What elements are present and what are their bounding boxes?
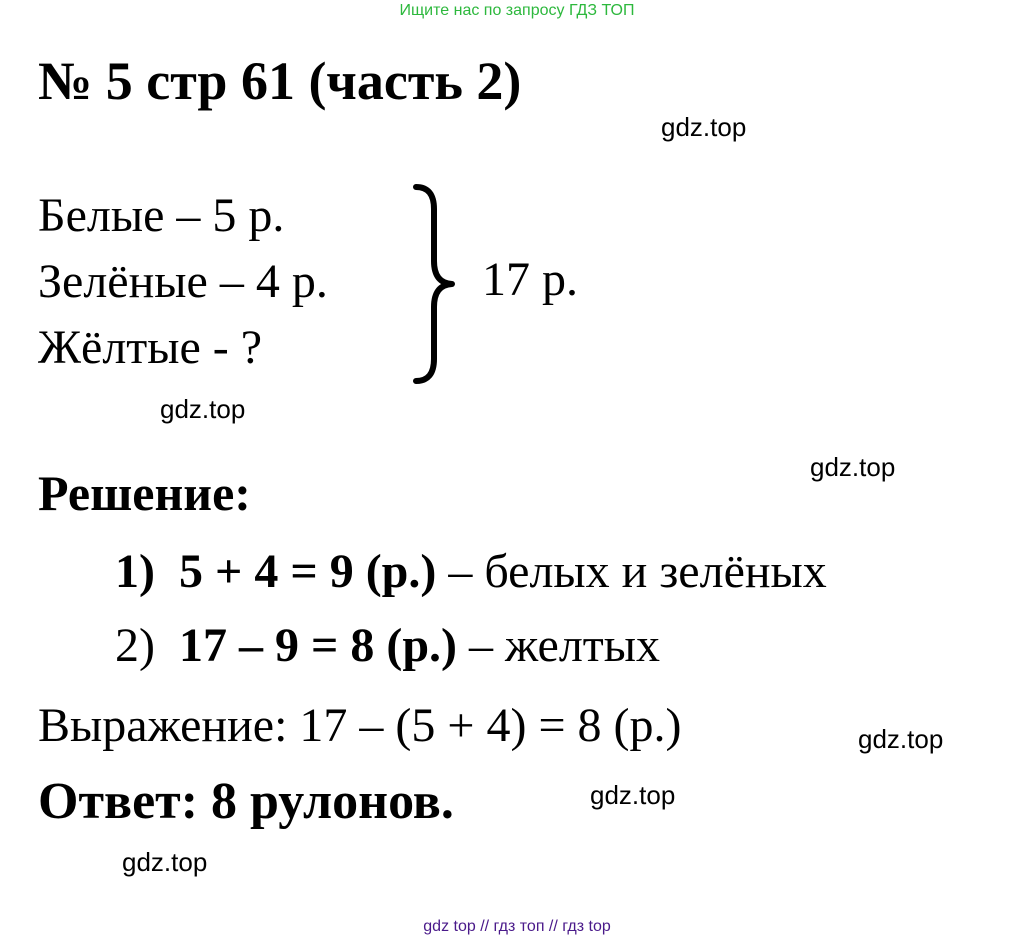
step-number: 1) [115,545,155,598]
condition-total: 17 р. [482,253,578,306]
curly-brace [412,183,462,390]
watermark: gdz.top [810,452,896,482]
condition-green: Зелёные – 4 р. [38,255,328,308]
step-description: – желтых [469,619,661,672]
step-expression: 5 + 4 = 9 (р.) [178,545,437,598]
step-number: 2) [115,619,155,672]
solution-step-1 [115,546,827,599]
watermark: gdz.top [590,780,676,810]
watermark: gdz.top [858,724,944,754]
answer-line: Ответ: 8 рулонов. [38,773,454,830]
watermark: gdz.top [661,112,747,142]
watermark: gdz.top [160,394,246,424]
condition-white: Белые – 5 р. [38,189,285,242]
solution-step-2 [115,620,660,673]
task-title: № 5 стр 61 (часть 2) [38,51,522,111]
condition-yellow: Жёлтые - ? [38,321,263,374]
footer-links[interactable]: gdz top // гдз топ // гдз top [423,918,611,935]
watermark: gdz.top [122,847,208,877]
solution-heading: Решение: [38,465,251,521]
step-expression: 17 – 9 = 8 (р.) [178,619,457,672]
expression-line: Выражение: 17 – (5 + 4) = 8 (р.) [38,699,682,752]
top-banner[interactable]: Ищите нас по запросу ГДЗ ТОП [399,2,635,19]
step-description: – белых и зелёных [448,545,827,598]
